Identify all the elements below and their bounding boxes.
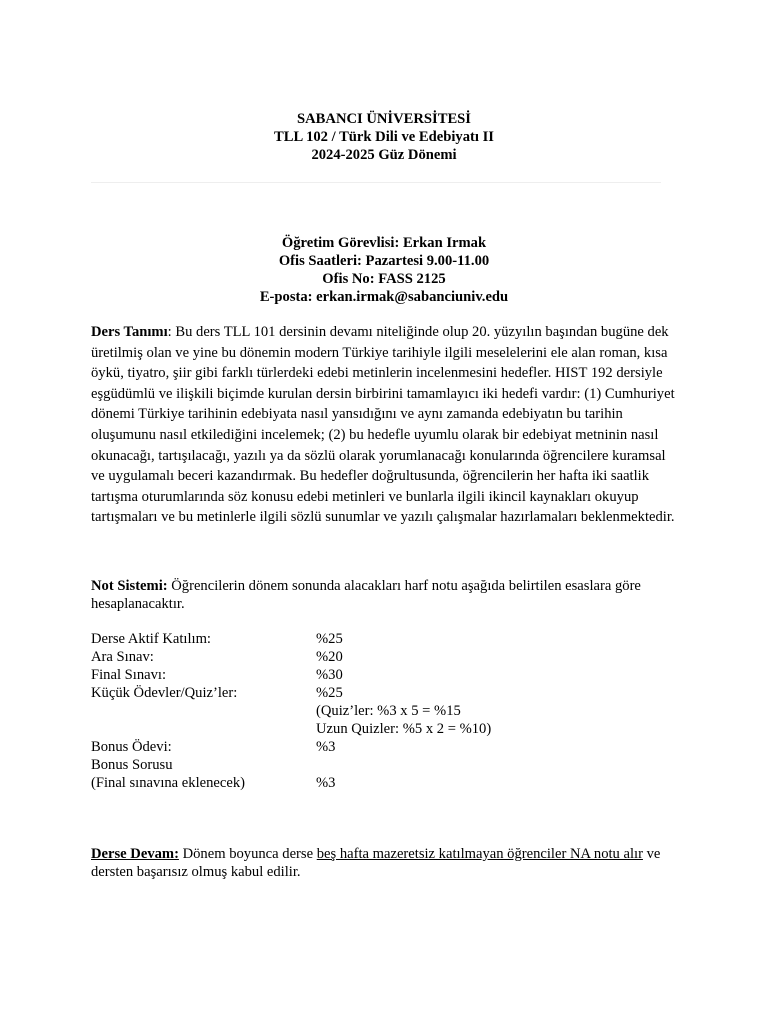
grading-row: [91, 684, 681, 702]
instructor-email: E-posta: erkan.irmak@sabanciuniv.edu: [259, 289, 509, 305]
grading-row-value: %3: [316, 739, 336, 755]
grading-label: Not Sistemi:: [91, 578, 168, 594]
grading-row-label: Bonus Ödevi:: [91, 739, 172, 755]
description-label: Ders Tanımı: [91, 324, 168, 340]
university-name: SABANCI ÜNİVERSİTESİ: [297, 111, 471, 127]
grading-row: [91, 702, 681, 720]
grading-row-label: Final Sınavı:: [91, 667, 166, 683]
grading-row: [91, 756, 681, 774]
grading-row-value: (Quiz’ler: %3 x 5 = %15: [316, 703, 461, 719]
description-text: : Bu ders TLL 101 dersinin devamı niteliğinde olup 20. yüzyılın başından bugüne dek üretilmiş olan ve yine bu dönemin modern Türkiye tarihiyle ilgili meselelerini ele alan roman, kısa öykü, tiyatro, şiir gibi farklı türlerdeki edebi metinlerin incelenmesini hedefler. HIST 192 dersiyle eşgüdümlü ve ilişkili biçimde kurulan dersin birbirini tamamlayıcı iki hedefi vardır: (1) Cumhuriyet dönemi Türkiye tarihinin edebiyata nasıl yansıdığını ve aynı zamanda edebiyatın bu tarihin oluşumunu nasıl etkilediğini incelemek; (2) bu hedefle uyumlu olarak bir edebiyat metninin nasıl okunacağı, tartışılacağı, yazılı ya da sözlü olarak yorumlanacağı konularında öğrencilere kuramsal ve uygulamalı beceri kazandırmak. Bu hedefler doğrultusunda, öğrencilerin her hafta iki saatlik tartışma oturumlarında söz konusu edebi metinleri ve bunlarla ilgili ikincil kaynakları okuyup tartışmaları ve bu metinlerle ilgili sözlü sunumlar ve yazılı çalışmalar hazırlamaları beklenmektedir.: [91, 324, 675, 526]
document-header: [91, 110, 677, 164]
grading-row-value: %30: [316, 667, 343, 683]
grading-intro-text: Öğrencilerin dönem sonunda alacakları harf notu aşağıda belirtilen esaslara göre hesaplanacaktır.: [91, 578, 641, 612]
grading-row: [91, 666, 681, 684]
grading-row-value: %3: [316, 775, 336, 791]
office-hours: Ofis Saatleri: Pazartesi 9.00-11.00: [278, 253, 490, 269]
grading-row: [91, 774, 681, 792]
course-title: TLL 102 / Türk Dili ve Edebiyatı II: [274, 129, 494, 145]
grading-intro: [91, 577, 681, 613]
grading-table: [91, 630, 681, 792]
grading-row-value: %25: [316, 631, 343, 647]
grading-row: [91, 720, 681, 738]
header-divider: [91, 182, 661, 183]
grading-row-label: [91, 720, 316, 738]
office-number: Ofis No: FASS 2125: [322, 271, 446, 287]
grading-row-label: Ara Sınav:: [91, 649, 154, 665]
grading-row-value: %25: [316, 685, 343, 701]
grading-row-label: Küçük Ödevler/Quiz’ler:: [91, 685, 238, 701]
grading-row-value: Uzun Quizler: %5 x 2 = %10): [316, 721, 492, 737]
attendance-label: Derse Devam:: [91, 846, 179, 862]
grading-row: [91, 630, 681, 648]
grading-row: [91, 738, 681, 756]
attendance-text-after: ve dersten başarısız olmuş kabul edilir.: [91, 846, 661, 880]
course-description: [91, 322, 681, 528]
attendance-text-before: Dönem boyunca derse: [178, 846, 317, 862]
grading-row-value: %20: [316, 649, 343, 665]
grading-row-label: Derse Aktif Katılım:: [91, 631, 211, 647]
grading-row-label: (Final sınavına eklenecek): [91, 775, 245, 791]
instructor-name: Öğretim Görevlisi: Erkan Irmak: [281, 235, 487, 251]
grading-row: [91, 648, 681, 666]
grading-row-label: [91, 702, 316, 720]
attendance-policy: [91, 845, 681, 881]
term-label: 2024-2025 Güz Dönemi: [311, 147, 457, 163]
grading-row-label: Bonus Sorusu: [91, 757, 173, 773]
instructor-info: [91, 234, 677, 306]
attendance-rule: beş hafta mazeretsiz katılmayan öğrenciler NA notu alır: [316, 846, 643, 862]
